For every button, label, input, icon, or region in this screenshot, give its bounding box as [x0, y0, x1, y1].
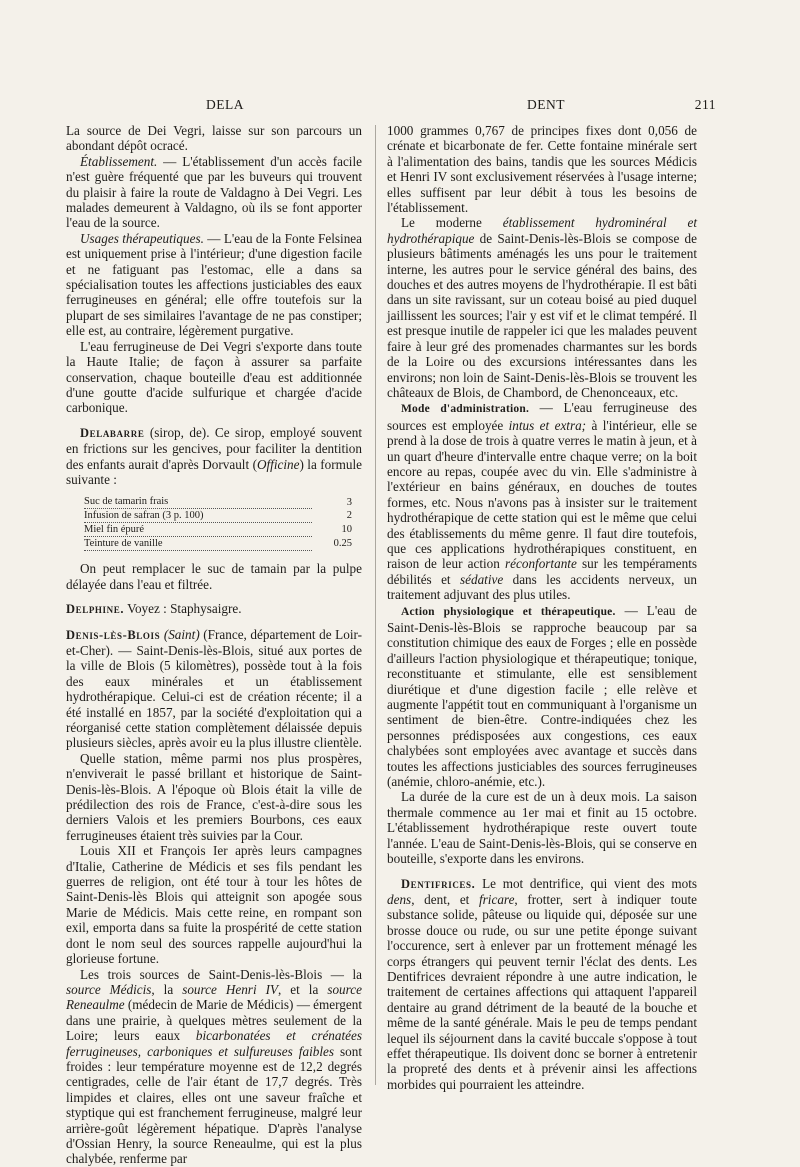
emphasis: établissement hydrominéral et hydrothérapique — [387, 215, 697, 246]
header-center-word: DENT — [527, 97, 565, 112]
entry-text: ) la formule suivante : — [66, 456, 362, 487]
recipe-item: Miel fin épuré — [84, 523, 312, 537]
paragraph — [387, 400, 697, 602]
paragraph — [66, 154, 362, 231]
text: (médecin de Marie de Médicis) — émergent dans une prairie, à quelques mètres seulement de la Loire; leurs eaux — [66, 997, 363, 1044]
emphasis: fricare — [479, 891, 515, 907]
water-classification: bicarbonatées et crénatées ferrugineuses, carboniques et sulfureuses faibles — [66, 1028, 362, 1059]
emphasis: dens — [387, 891, 412, 907]
paragraph — [66, 967, 362, 1167]
source-name: source Médicis — [66, 981, 152, 997]
recipe-table — [84, 495, 352, 551]
entry-qualifier: (Saint) — [163, 626, 200, 642]
entry-delabarre — [66, 425, 362, 488]
entry-heading: Dentifrices. — [401, 876, 476, 891]
recipe-row — [84, 509, 352, 523]
entry-heading: Delphine. — [66, 602, 125, 617]
recipe-item: Teinture de vanille — [84, 537, 312, 551]
text: Le mot dentrifice, qui vient des mots — [475, 875, 697, 891]
paragraph: On peut remplacer le suc de tamain par la pulpe délayée dans l'eau et filtrée. — [66, 561, 362, 592]
text: sont froides : leur température moyenne est de 12,2 degrés centigrades, celle de l'air étant de 17,7 degrés. Très limpides et claires, elles ont une saveur fraîche et styptique qui est franchement ferrugineuse, malgré leur arrière-goût légèrement hépatique. D'après l'analyse d'Ossian Henry, la source Reneaulme, qui est la plus chalybée, renferme par — [66, 1043, 363, 1167]
text: à l'intérieur, elle se prend à la dose de trois à quatre verres le matin à jeun, et à un quart d'heure d'intervalle entre chaque verre; on la boit encore au repas, coupée avec du vin. Elle s'administre à l'extérieur en bains généraux, en douches de toutes formes, etc. Nous n'avons pas à insister sur le traitement hydrothérapique de cette station qui est le même que celui des établissements du même genre. Il faut dire toutefois, que ces applications hydrothérapiques constituent, en raison de leur action — [387, 417, 697, 572]
paragraph: La source de Dei Vegri, laisse sur son parcours un abondant dépôt ocracé. — [66, 123, 362, 154]
text: Le moderne — [401, 215, 503, 231]
section-label: Établissement. — [80, 153, 158, 169]
source-name: source Henri IV — [182, 981, 279, 997]
recipe-qty: 3 — [346, 496, 352, 508]
right-column — [387, 123, 697, 1092]
subsection-heading: Action physiologique et thérapeutique. — [401, 605, 616, 618]
running-header — [78, 97, 718, 117]
paragraph: 1000 grammes 0,767 de principes fixes dont 0,056 de crénate et bicarbonate de fer. Cette fontaine minérale sert à l'alimentation des bains, tandis que les sources Médicis et Henri IV sont exclusivement réservées à l'usage interne; elles suffisent par leur débit à tous les besoins de l'établissement. — [387, 123, 697, 216]
recipe-row — [84, 495, 352, 509]
subsection-heading: Mode d'administration. — [401, 403, 530, 416]
text: de Saint-Denis-lès-Blois se compose de plusieurs bâtiments aménagés les uns pour le traitement interne, les autres pour le service général des bains, des douches et des autres moyens de l'hydrothérapie. Il est bâti dans un site ravissant, sur un coteau boisé au pied duquel jaillissent les sources; l'air y est vif et le climat tempéré. Il est presque inutile de rappeler ici que les malades peuvent faire à leur gré des promenades charmantes sur les bords de la Loire ou des excursions intéressantes dans les environs; non loin de Saint-Denis-lès-Blois se trouvent les châteaux de Blois, de Chambord, de Chenonceaux, etc. — [387, 230, 697, 400]
paragraph-text: — L'établissement d'un accès facile n'est guère fréquenté que par les buveurs qui trouvent du plaisir à faire la route de Valdagno à Dei Vegri. Les malades demeurent à Valdagno, où ils se font apporter l'eau de la source. — [66, 153, 362, 231]
paragraph — [387, 603, 697, 790]
entry-delphine — [66, 601, 362, 617]
entry-reference: Officine — [256, 456, 300, 472]
emphasis: intus et extra; — [508, 417, 587, 433]
text: dans les accidents nerveux, un traitement adjuvant des plus utiles. — [387, 571, 697, 603]
recipe-row — [84, 537, 352, 551]
text: , dent, et — [411, 891, 480, 907]
entry-heading: Delabarre — [80, 425, 145, 440]
text: Les trois sources de Saint-Denis-lès-Blois — la — [80, 966, 362, 982]
text: , la — [151, 981, 183, 997]
text: , frotter, sert à indiquer toute substance solide, pâteuse ou liquide qui, déposée sur une brosse douce ou rude, ou sur une petite éponge suivant l'occurence, sert à enlever par un frottement ménagé les corps étrangers qui peuvent ternir l'éclat des dents. Les Dentifrices devraient répondre à une autre indication, le traitement de certaines affections qui attaquent l'appareil dentaire au grand détriment de la beauté de la bouche et même de la santé générale. Mais le peu de temps pendant lequel ils séjournent dans la cavité buccale s'oppose à tout effet thérapeutique. Ils doivent donc se borner à entretenir la propreté des dents et à prévenir ainsi les affections morbides qui pourraient les atteindre. — [387, 891, 697, 1092]
paragraph-text: — L'eau de la Fonte Felsinea est uniquement prise à l'intérieur; d'une digestion facile et ne fatiguant pas l'estomac, elle a dans sa spécialisation toutes les affections justiciables des eaux ferrugineuses en général; elle offre toutefois sur la plupart de ses similaires l'avantage de ne pas constiper; elle est, au contraire, légèrement purgative. — [66, 230, 362, 339]
text: — L'eau de Saint-Denis-lès-Blois se rapproche beaucoup par sa constitution chimique des eaux de Forges ; elle en possède d'ailleurs l'action physiologique et thérapeutique; tonique, reconstituante et stimulante, elle est sensiblement diurétique et d'une digestion facile ; elle relève et augmente l'appétit tout en communiquant à l'organisme un sentiment de bien-être. Contre-indiquées chez les personnes prédisposées aux congestions, ces eaux chalybées sont employées avec avantage et succès dans toutes les affections justiciables des sources ferrugineuses (anémie, chloro-anémie, etc.). — [387, 602, 697, 790]
entry-text: (sirop, de). Ce sirop, employé souvent en frictions sur les gencives, pour faciliter la dentition des enfants aurait d'après Dorvault ( — [66, 424, 362, 472]
entry-dentifrices — [387, 876, 697, 1093]
paragraph: Quelle station, même parmi nos plus prospères, n'enviverait le passé brillant et historique de Saint-Denis-lès-Blois. A l'époque où Blois était la ville de prédilection des rois de France, c'est-à-dire sous les derniers Valois et les premiers Bourbons, ces eaux ferrugineuses étaient très suivies par la Cour. — [66, 750, 362, 843]
recipe-item: Infusion de safran (3 p. 100) — [84, 509, 312, 523]
paragraph — [387, 215, 697, 400]
header-left-word: DELA — [206, 97, 244, 112]
entry-heading: Denis-lès-Blois — [66, 627, 161, 642]
emphasis: sédative — [459, 571, 504, 587]
entry-denis — [66, 627, 362, 751]
paragraph: L'eau ferrugineuse de Dei Vegri s'exporte dans toute la Haute Italie; de façon à assurer sa parfaite conservation, chaque bouteille d'eau est additionnée d'une goutte d'acide sulfurique et chargée d'acide carbonique. — [66, 338, 362, 416]
paragraph: Louis XII et François Ier après leurs campagnes d'Italie, Catherine de Médicis et ses fils pendant les guerres de religion, ont été tour à tour les hôtes de Saint-Denis-lès Blois qui atteignit son apogée sous Marie de Médicis. Mais cette reine, en rompant son exil, emporta dans sa fuite la prospérité de cette station dont le nom seul des sources rappelle aujourd'hui la glorieuse fortune. — [66, 843, 362, 967]
entry-text: Voyez : Staphysaigre. — [124, 601, 242, 617]
recipe-qty: 0.25 — [333, 538, 352, 550]
recipe-qty: 2 — [346, 510, 352, 522]
paragraph: La durée de la cure est de un à deux mois. La saison thermale commence au 1er mai et finit au 15 octobre. L'établissement hydrothérapique reste ouvert toute l'année. L'eau de Saint-Denis-lès-Blois, qui se conserve en bouteille, s'exporte dans les environs. — [387, 789, 697, 867]
text: — L'eau ferrugineuse des sources est employée — [387, 400, 697, 433]
source-name: source Reneaulme — [66, 981, 362, 1013]
recipe-item: Suc de tamarin frais — [84, 495, 312, 509]
paragraph — [66, 231, 362, 339]
column-divider — [375, 125, 376, 1085]
left-column — [66, 123, 362, 1167]
page-number: 211 — [694, 97, 716, 112]
recipe-row — [84, 523, 352, 537]
emphasis: réconfortante — [505, 556, 577, 572]
entry-text: (France, département de Loir-et-Cher). — Saint-Denis-lès-Blois, situé aux portes de la ville de Blois (5 kilomètres), possède tout à la fois des eaux minérales et un établissement hydrothérapique. Celui-ci est de création récente; il a été installé en 1857, par la société d'exploitation qui a réorganisé cette station complètement délaissée depuis plusieurs siècles, après avoir eu la plus illustre clientèle. — [66, 626, 362, 751]
recipe-qty: 10 — [341, 524, 352, 536]
text: sur les tempéraments débilités et — [387, 556, 698, 587]
section-label: Usages thérapeutiques. — [80, 230, 204, 246]
text: , et la — [278, 981, 328, 997]
